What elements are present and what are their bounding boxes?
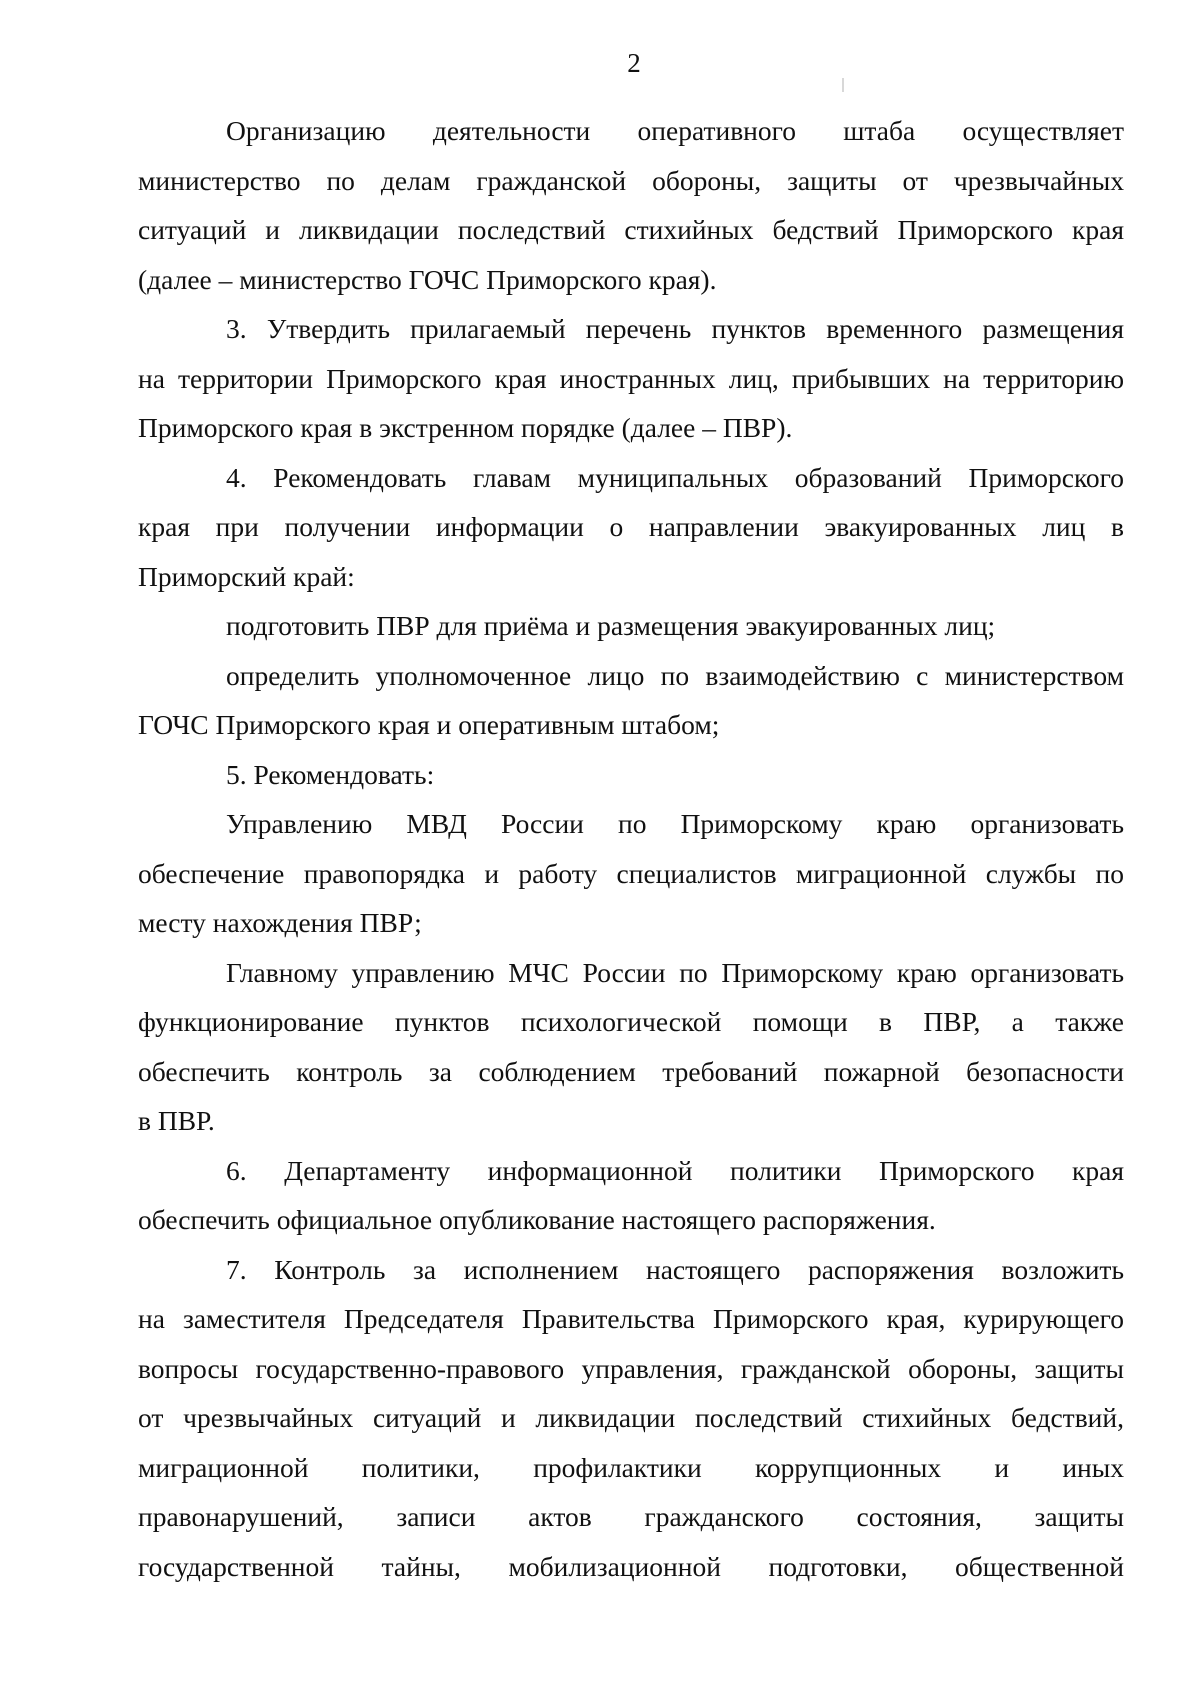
- paragraph-line: края при получении информации о направлении эвакуированных лиц в: [138, 511, 1124, 542]
- paragraph-p1: [138, 106, 1124, 304]
- paragraph-p5a: [138, 799, 1124, 948]
- paragraph-line: на территории Приморского края иностранных лиц, прибывших на территорию: [138, 362, 1124, 394]
- paragraph-line: обеспечить контроль за соблюдением требований пожарной безопасности: [138, 1055, 1124, 1087]
- paragraph-line: определить уполномоченное лицо по взаимодействию с министерством: [226, 659, 1124, 691]
- paragraph-line: ГОЧС Приморского края и оперативным штабом;: [138, 709, 720, 740]
- paragraph-line: Приморского края в экстренном порядке (далее – ПВР).: [138, 412, 793, 443]
- paragraph-p6: [138, 1146, 1124, 1245]
- page-number: 2: [627, 48, 641, 78]
- paragraph-p5b: [138, 948, 1124, 1146]
- paragraph-p3: [138, 304, 1124, 453]
- scan-artifact: [842, 78, 844, 92]
- paragraph-line: обеспечение правопорядка и работу специалистов миграционной службы по: [138, 857, 1124, 889]
- paragraph-line: месту нахождения ПВР;: [138, 907, 422, 938]
- paragraph-line: 6. Департаменту информационной политики Приморского края: [226, 1154, 1124, 1186]
- paragraph-line: функционирование пунктов психологической помощи в ПВР, а также: [138, 1006, 1124, 1037]
- paragraph-line: миграционной политики, профилактики коррупционных и иных: [138, 1451, 1124, 1483]
- paragraph-p4b: [138, 651, 1124, 750]
- paragraph-line: ситуаций и ликвидации последствий стихийных бедствий Приморского края: [138, 214, 1124, 245]
- paragraph-p4a: [138, 601, 1124, 651]
- paragraph-line: Главному управлению МЧС России по Приморскому краю организовать: [226, 956, 1124, 988]
- paragraph-line: министерство по делам гражданской обороны, защиты от чрезвычайных: [138, 164, 1124, 196]
- paragraph-p5: [138, 750, 1124, 800]
- paragraph-line: 3. Утвердить прилагаемый перечень пунктов временного размещения: [226, 313, 1124, 344]
- paragraph-p7: [138, 1245, 1124, 1592]
- paragraph-line: 5. Рекомендовать:: [226, 758, 435, 790]
- paragraph-line: на заместителя Председателя Правительства Приморского края, курирующего: [138, 1303, 1124, 1334]
- paragraph-line: вопросы государственно-правового управления, гражданской обороны, защиты: [138, 1352, 1124, 1384]
- paragraph-line: Управлению МВД России по Приморскому краю организовать: [226, 808, 1124, 839]
- paragraph-line: обеспечить официальное опубликование настоящего распоряжения.: [138, 1204, 936, 1235]
- paragraph-line: подготовить ПВР для приёма и размещения эвакуированных лиц;: [226, 610, 996, 641]
- paragraph-p4: [138, 453, 1124, 602]
- paragraph-line: государственной тайны, мобилизационной подготовки, общественной: [138, 1550, 1124, 1582]
- document-body: [138, 106, 1124, 1591]
- paragraph-line: в ПВР.: [138, 1105, 215, 1136]
- paragraph-line: Организацию деятельности оперативного штаба осуществляет: [226, 115, 1124, 146]
- paragraph-line: 7. Контроль за исполнением настоящего распоряжения возложить: [226, 1253, 1124, 1285]
- paragraph-line: 4. Рекомендовать главам муниципальных образований Приморского: [226, 461, 1124, 493]
- paragraph-line: Приморский край:: [138, 560, 355, 592]
- paragraph-line: от чрезвычайных ситуаций и ликвидации последствий стихийных бедствий,: [138, 1402, 1124, 1433]
- paragraph-line: правонарушений, записи актов гражданского состояния, защиты: [138, 1501, 1124, 1532]
- paragraph-line: (далее – министерство ГОЧС Приморского края).: [138, 263, 717, 295]
